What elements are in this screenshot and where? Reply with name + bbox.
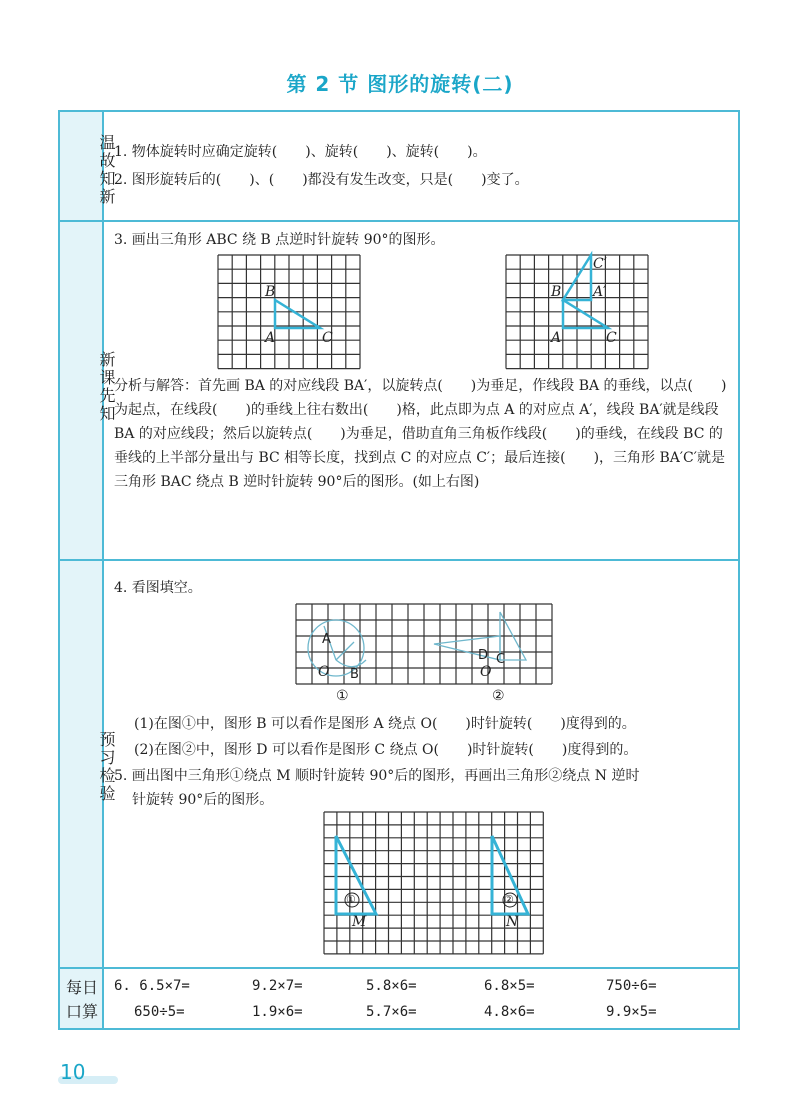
label-A-prime: A′ (593, 284, 607, 300)
side-column (60, 112, 104, 1028)
grid-figure-left (218, 255, 368, 369)
label-C-right: C (606, 330, 617, 346)
question-5-line-1: 5. 画出图中三角形①绕点 M 顺时针旋转 90°后的图形，再画出三角形②绕点 N 逆时 (114, 768, 640, 784)
question-3-analysis: 分析与解答：首先画 BA 的对应线段 BA′，以旋转点( )为垂足，作线段 BA 的垂线，以点( )为起点，在线段( )的垂线上往右数出( )格，此点即为点 A 的对应点 A′，线段 BA′就是线段 BA 的对应线段；然后以旋转点( )为垂足，借助直角三角板作线段( )的垂线，在线段 BC 的垂线的上半部分量出与 BC 相等长度，找到点 C 的对应点 C′；最后连接( )，三角形 BA′C′就是三角形 BAC 绕点 B 逆时针旋转 90°后的图形。(如上右图) (114, 378, 727, 490)
label-N: N (506, 914, 519, 930)
calc-2-4: 4.8×6= (484, 1004, 535, 1020)
calc-2-2: 1.9×6= (252, 1004, 303, 1020)
calc-1-2: 9.2×7= (252, 978, 303, 994)
label-fig1-O: O (318, 664, 330, 680)
section-label-review: 温故知新 (97, 134, 116, 206)
question-4-2: (2)在图②中，图形 D 可以看作是图形 C 绕点 O( )时针旋转( )度得到的。 (134, 742, 638, 758)
grid-figure-4 (296, 604, 552, 684)
section-label-new: 新课先知 (97, 351, 116, 423)
section-label-preview: 预习检验 (97, 731, 116, 803)
label-C-left: C (322, 330, 333, 346)
label-A-left: A (265, 330, 276, 346)
calc-1-3: 5.8×6= (366, 978, 417, 994)
label-fig2-O: O (480, 664, 492, 680)
calc-1-5: 750÷6= (606, 978, 657, 994)
label-fig1: ① (336, 688, 349, 704)
label-B-left: B (265, 284, 276, 300)
grid-figure-5 (324, 812, 544, 954)
label-triangle-1: ① (346, 893, 356, 906)
worksheet-frame (58, 110, 740, 1030)
label-A-right: A (551, 330, 562, 346)
calc-1-1: 6. 6.5×7= (114, 978, 190, 994)
page-title: 第 2 节 图形的旋转(二) (286, 72, 514, 96)
page-number: 10 (60, 1060, 86, 1084)
divider (60, 220, 738, 222)
label-fig2-D: D (478, 648, 489, 663)
question-4-1: (1)在图①中，图形 B 可以看作是图形 A 绕点 O( )时针旋转( )度得到的。 (134, 716, 636, 732)
section-label-daily-a: 每日 (65, 978, 98, 997)
divider (60, 559, 738, 561)
label-C-prime: C′ (593, 256, 607, 272)
calc-2-1: 650÷5= (134, 1004, 185, 1020)
label-B-right: B (551, 284, 562, 300)
label-fig1-B: B (350, 667, 359, 682)
question-1: 1. 物体旋转时应确定旋转( )、旋转( )、旋转( )。 (114, 144, 487, 160)
label-fig2-C: C (496, 652, 506, 667)
question-2: 2. 图形旋转后的( )、( )都没有发生改变，只是( )变了。 (114, 172, 529, 188)
divider (60, 967, 738, 969)
label-M: M (352, 914, 367, 930)
calc-2-5: 9.9×5= (606, 1004, 657, 1020)
question-3: 3. 画出三角形 ABC 绕 B 点逆时针旋转 90°的图形。 (114, 232, 445, 248)
section-label-daily-b: 口算 (65, 1002, 98, 1021)
grid-figure-right (506, 255, 656, 369)
label-triangle-2: ② (504, 893, 514, 906)
calc-1-4: 6.8×5= (484, 978, 535, 994)
question-5-line-2: 针旋转 90°后的图形。 (132, 792, 274, 808)
label-fig1-A: A (322, 632, 331, 647)
calc-2-3: 5.7×6= (366, 1004, 417, 1020)
question-4: 4. 看图填空。 (114, 580, 202, 596)
label-fig2: ② (492, 688, 505, 704)
